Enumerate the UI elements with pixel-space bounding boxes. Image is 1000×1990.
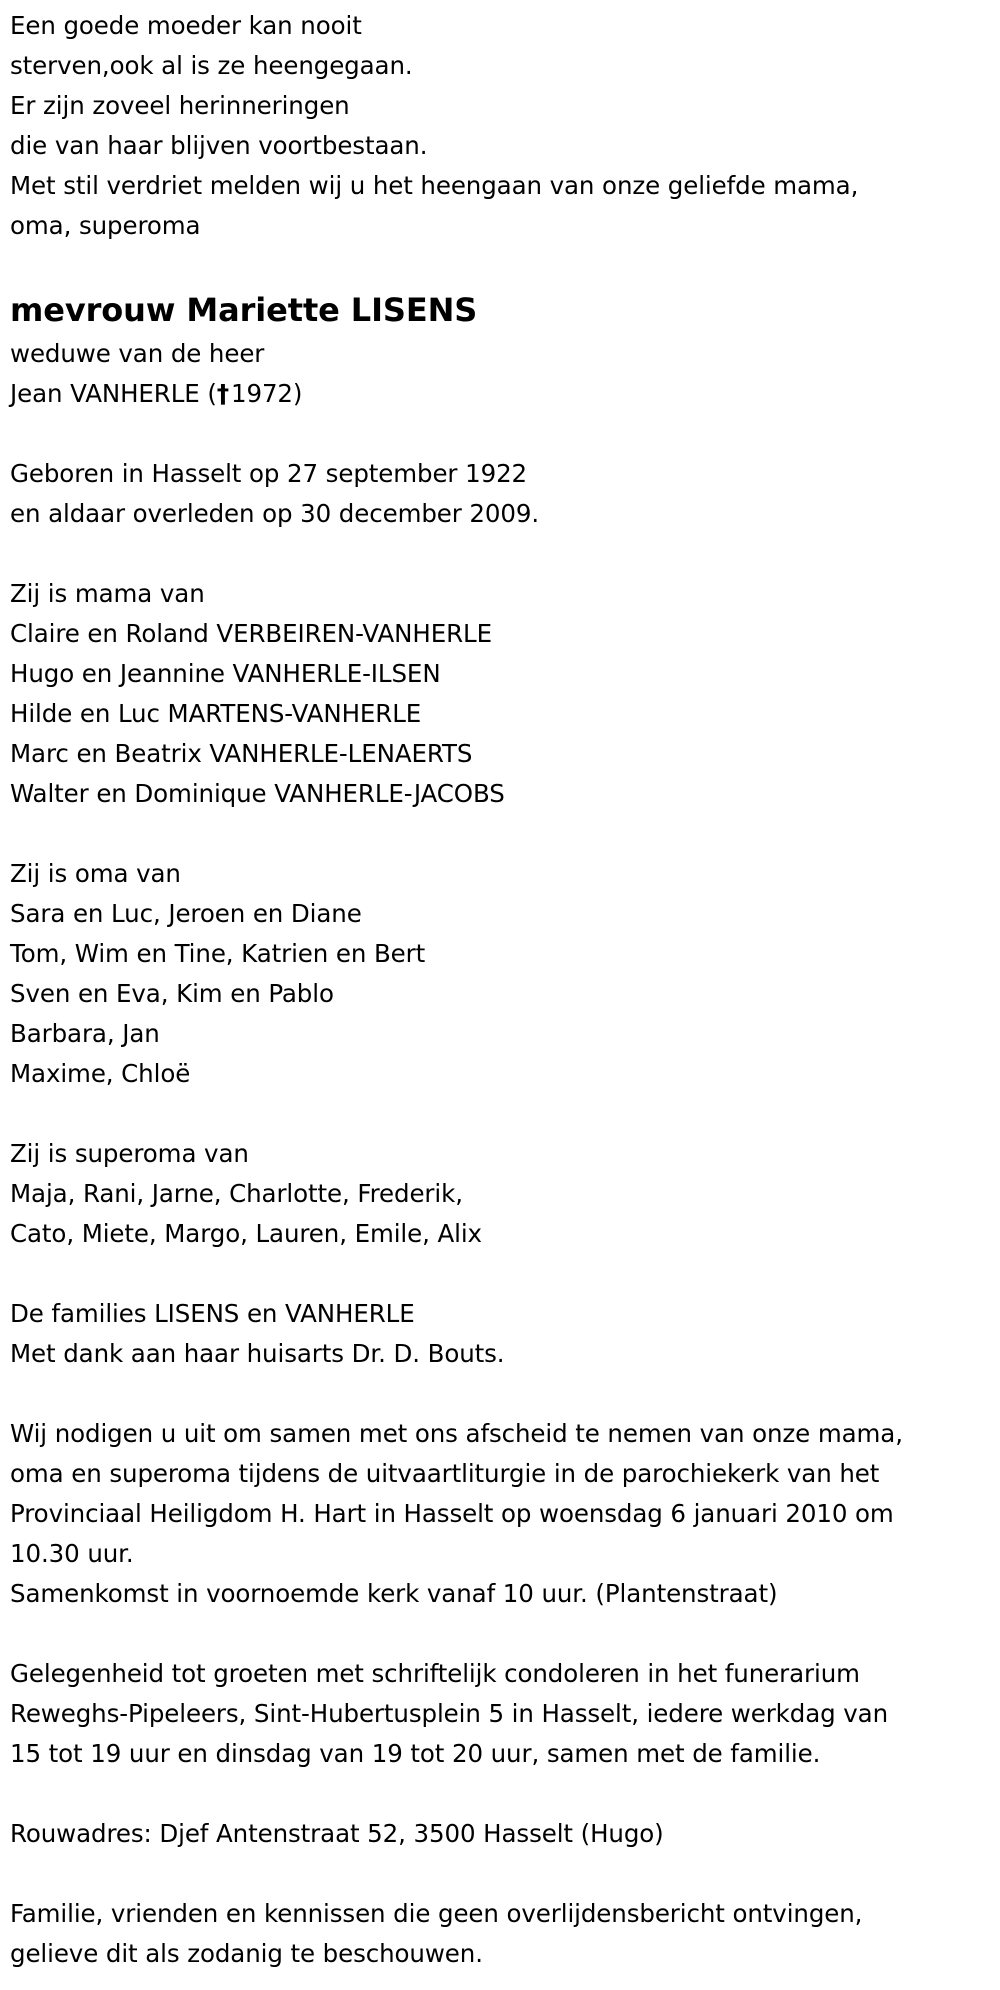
deceased-name: mevrouw Mariette LISENS xyxy=(10,291,478,329)
dagger-icon: † xyxy=(216,379,229,408)
child-item: Hugo en Jeannine VANHERLE-ILSEN xyxy=(10,659,441,688)
widow-of-label: weduwe van de heer xyxy=(10,339,265,368)
spacer xyxy=(10,1374,1000,1414)
child-item: Walter en Dominique VANHERLE-JACOBS xyxy=(10,779,505,808)
great-grandchildren-heading: Zij is superoma van xyxy=(10,1139,249,1168)
thanks-line: Met dank aan haar huisarts Dr. D. Bouts. xyxy=(10,1339,505,1368)
mourning-address: Rouwadres: Djef Antenstraat 52, 3500 Hasselt (Hugo) xyxy=(10,1819,664,1848)
poem-line: die van haar blijven voortbestaan. xyxy=(10,131,428,160)
condolences-line: Gelegenheid tot groeten met schriftelijk condoleren in het funerarium xyxy=(10,1659,860,1688)
address-section xyxy=(10,1814,1000,1854)
gathering-line: Samenkomst in voornoemde kerk vanaf 10 uur. (Plantenstraat) xyxy=(10,1579,778,1608)
child-item: Hilde en Luc MARTENS-VANHERLE xyxy=(10,699,422,728)
spacer xyxy=(10,414,1000,454)
closing-section xyxy=(10,1894,1000,1974)
families-section xyxy=(10,1294,1000,1374)
children-heading: Zij is mama van xyxy=(10,579,205,608)
families-line: De families LISENS en VANHERLE xyxy=(10,1299,415,1328)
spacer xyxy=(10,246,1000,286)
grandchildren-section xyxy=(10,854,1000,1094)
announcement-line: oma, superoma xyxy=(10,211,201,240)
grandchild-item: Maxime, Chloë xyxy=(10,1059,191,1088)
children-section xyxy=(10,574,1000,814)
child-item: Claire en Roland VERBEIREN-VANHERLE xyxy=(10,619,492,648)
closing-line: gelieve dit als zodanig te beschouwen. xyxy=(10,1939,483,1968)
grandchild-item: Sara en Luc, Jeroen en Diane xyxy=(10,899,362,928)
poem-section xyxy=(10,6,1000,246)
grandchild-item: Tom, Wim en Tine, Katrien en Bert xyxy=(10,939,426,968)
birth-line: Geboren in Hasselt op 27 september 1922 xyxy=(10,459,528,488)
great-grandchild-item: Cato, Miete, Margo, Lauren, Emile, Alix xyxy=(10,1219,482,1248)
grandchild-item: Sven en Eva, Kim en Pablo xyxy=(10,979,334,1008)
spacer xyxy=(10,1094,1000,1134)
deceased-section xyxy=(10,286,1000,414)
spouse-name: Jean VANHERLE ( xyxy=(10,379,217,408)
condolences-section xyxy=(10,1654,1000,1774)
announcement-line: Met stil verdriet melden wij u het heengaan van onze geliefde mama, xyxy=(10,171,859,200)
birth-death-section xyxy=(10,454,1000,534)
spacer xyxy=(10,1614,1000,1654)
funeral-line: Provinciaal Heiligdom H. Hart in Hasselt op woensdag 6 januari 2010 om xyxy=(10,1499,894,1528)
child-item: Marc en Beatrix VANHERLE-LENAERTS xyxy=(10,739,473,768)
poem-line: sterven,ook al is ze heengegaan. xyxy=(10,51,413,80)
spacer xyxy=(10,1854,1000,1894)
closing-line: Familie, vrienden en kennissen die geen overlijdensbericht ontvingen, xyxy=(10,1899,863,1928)
spacer xyxy=(10,814,1000,854)
funeral-line: Wij nodigen u uit om samen met ons afscheid te nemen van onze mama, xyxy=(10,1419,903,1448)
grandchild-item: Barbara, Jan xyxy=(10,1019,160,1048)
great-grandchild-item: Maja, Rani, Jarne, Charlotte, Frederik, xyxy=(10,1179,463,1208)
poem-line: Er zijn zoveel herinneringen xyxy=(10,91,350,120)
funeral-section xyxy=(10,1414,1000,1614)
spouse-line xyxy=(10,374,1000,414)
spouse-death-year: 1972) xyxy=(230,379,303,408)
spacer xyxy=(10,1254,1000,1294)
condolences-line: Reweghs-Pipeleers, Sint-Hubertusplein 5 in Hasselt, iedere werkdag van xyxy=(10,1699,889,1728)
funeral-line: 10.30 uur. xyxy=(10,1539,134,1568)
death-line: en aldaar overleden op 30 december 2009. xyxy=(10,499,540,528)
condolences-line: 15 tot 19 uur en dinsdag van 19 tot 20 uur, samen met de familie. xyxy=(10,1739,821,1768)
spacer xyxy=(10,534,1000,574)
funeral-line: oma en superoma tijdens de uitvaartliturgie in de parochiekerk van het xyxy=(10,1459,880,1488)
grandchildren-heading: Zij is oma van xyxy=(10,859,181,888)
spacer xyxy=(10,1774,1000,1814)
great-grandchildren-section xyxy=(10,1134,1000,1254)
poem-line: Een goede moeder kan nooit xyxy=(10,11,362,40)
